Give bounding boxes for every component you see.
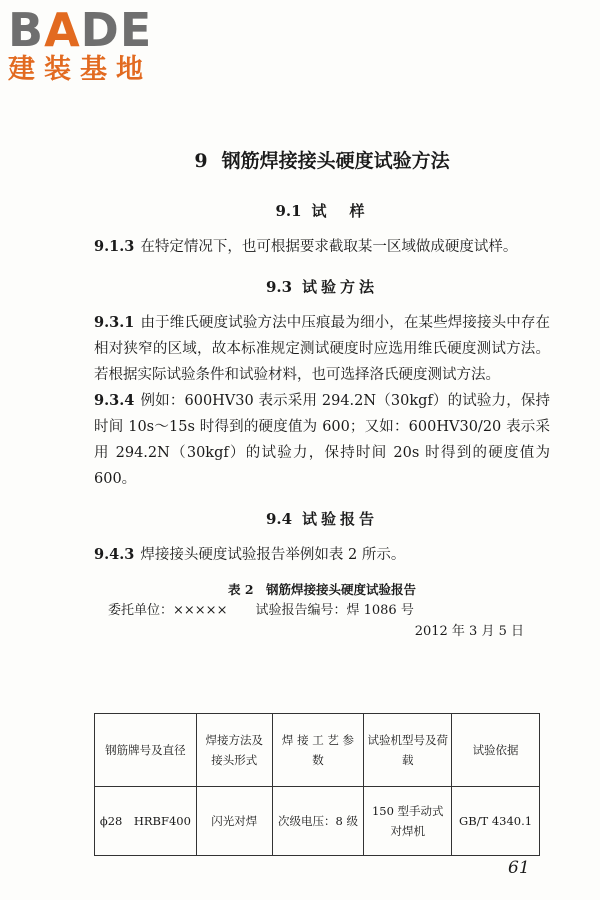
table-header-cell: 试验依据 bbox=[452, 714, 540, 787]
section-title: 试验报告 bbox=[302, 510, 379, 528]
table-cell: 闪光对焊 bbox=[196, 787, 272, 856]
table-cell: 次级电压：8 级 bbox=[272, 787, 364, 856]
section-heading-9-1 bbox=[94, 198, 550, 224]
client-unit: 委托单位：××××× bbox=[108, 603, 228, 618]
section-heading-9-4 bbox=[94, 506, 550, 532]
clause-text: 在特定情况下，也可根据要求截取某一区域做成硬度试样。 bbox=[140, 239, 518, 255]
table-header-cell: 焊 接 工 艺 参 数 bbox=[272, 714, 364, 787]
report-number: 试验报告编号：焊 1086 号 bbox=[255, 603, 414, 618]
hardness-report-table bbox=[94, 713, 540, 856]
table-meta bbox=[108, 600, 550, 622]
table-row bbox=[95, 787, 540, 856]
report-date: 2012 年 3 月 5 日 bbox=[414, 624, 524, 639]
document-page bbox=[94, 140, 550, 642]
table-header-cell: 焊接方法及接头形式 bbox=[196, 714, 272, 787]
clause-9-1-3 bbox=[94, 234, 550, 260]
clause-text: 由于维氏硬度试验方法中压痕最为细小，在某些焊接接头中存在相对狭窄的区域，故本标准规定测试硬度时应选用维氏硬度测试方法。若根据实际试验条件和试验材料，也可选择洛氏硬度测试方法。 bbox=[94, 315, 550, 383]
section-number: 9.4 bbox=[265, 510, 293, 528]
section-title: 试 样 bbox=[311, 202, 369, 220]
table-cell: GB/T 4340.1 bbox=[452, 787, 540, 856]
chapter-number: 9 bbox=[194, 150, 208, 172]
table-header-row bbox=[95, 714, 540, 787]
section-number: 9.1 bbox=[275, 202, 302, 220]
clause-text: 例如：600HV30 表示采用 294.2N（30kgf）的试验力，保持时间 10s～15s 时得到的硬度值为 600；又如：600HV30/20 表示采用 294.2N（30kgf）的试验力，保持时间 20s 时得到的硬度值为 600。 bbox=[94, 393, 550, 487]
clause-number: 9.3.1 bbox=[94, 314, 135, 331]
chapter-heading bbox=[94, 148, 550, 174]
table-header-cell: 钢筋牌号及直径 bbox=[95, 714, 197, 787]
section-heading-9-3 bbox=[94, 274, 550, 300]
logo-chinese: 建装基地 bbox=[8, 54, 152, 85]
logo-wordmark: BADE bbox=[8, 3, 153, 57]
page-number: 61 bbox=[508, 858, 530, 878]
table-header-cell: 试验机型号及荷载 bbox=[364, 714, 452, 787]
clause-9-4-3 bbox=[94, 542, 550, 568]
clause-number: 9.1.3 bbox=[94, 238, 135, 255]
table-cell: 150 型手动式对焊机 bbox=[364, 787, 452, 856]
clause-number: 9.4.3 bbox=[94, 546, 135, 563]
clause-9-3-4 bbox=[94, 388, 550, 492]
clause-9-3-1 bbox=[94, 310, 550, 388]
section-number: 9.3 bbox=[265, 278, 293, 296]
section-title: 试验方法 bbox=[302, 278, 379, 296]
clause-text: 焊接接头硬度试验报告举例如表 2 所示。 bbox=[140, 547, 406, 563]
clause-number: 9.3.4 bbox=[94, 392, 135, 409]
table-title: 表 2 钢筋焊接接头硬度试验报告 bbox=[227, 582, 417, 597]
brand-logo bbox=[8, 4, 188, 86]
table-cell: ϕ28 HRBF400 bbox=[95, 787, 197, 856]
chapter-title: 钢筋焊接接头硬度试验方法 bbox=[221, 150, 450, 172]
